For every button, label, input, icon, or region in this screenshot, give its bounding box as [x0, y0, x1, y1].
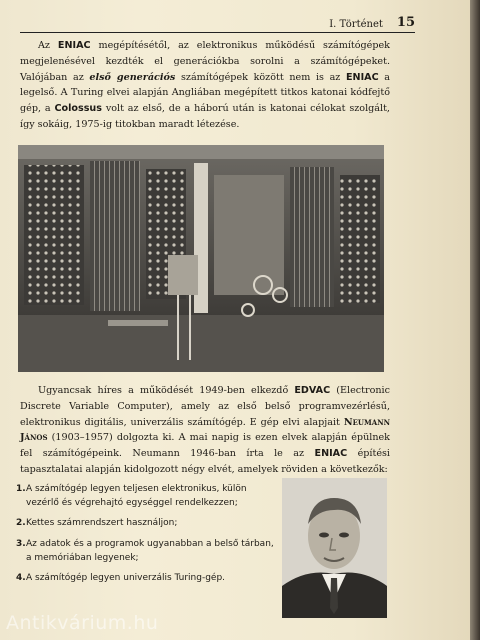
text-run: (1903–1957) dolgozta ki. A mai napig is ezen elvek alapján épülnek fel számítógépeink. Neumann 1946-ban írta le az — [20, 432, 390, 460]
page-number: 15 — [396, 15, 415, 30]
text-run: számítógépek között nem is az — [175, 71, 346, 83]
name-neumann: Neumann János — [20, 416, 390, 444]
list-number: 2. — [16, 518, 26, 529]
term-eniac: ENIAC — [346, 71, 379, 83]
paragraph-edvac — [20, 383, 390, 478]
term-eniac: ENIAC — [57, 40, 91, 51]
neumann-portrait — [282, 478, 387, 618]
section-title: I. Történet — [329, 19, 383, 30]
text-run: megépítésétől, az elektronikus működésű számítógépek megjelenésével kezdték el generációkba sorolni a számítógépeket. Valójában az — [20, 40, 390, 83]
text-run: a legelső. A Turing elvei alapján Angliában megépített titkos katonai kódfejtő gép, a — [20, 71, 390, 115]
text-run: Ugyancsak híres a működését 1949-ben elkezdő — [38, 385, 295, 396]
term-edvac: EDVAC — [294, 385, 331, 396]
eniac-machine-illustration — [18, 145, 384, 372]
list-text: A számítógép legyen teljesen elektronikus, külön vezérlő és végrehajtó egységgel rendelkezzen; — [26, 484, 247, 509]
list-number: 1. — [16, 484, 26, 494]
list-text: Kettes számrendszert használjon; — [26, 518, 178, 529]
list-text: Az adatok és a programok ugyanabban a belső tárban, a memóriában legyenek; — [26, 538, 274, 563]
term-eniac: ENIAC — [314, 448, 348, 460]
page-edge-shadow — [470, 0, 480, 640]
eniac-photo — [18, 145, 384, 372]
text-run: Az — [38, 40, 58, 51]
neumann-principles-list — [16, 482, 278, 591]
list-item — [16, 571, 278, 585]
list-text: A számítógép legyen univerzális Turing-gép. — [26, 573, 226, 584]
portrait-illustration — [282, 478, 387, 618]
term-colossus: Colossus — [54, 103, 102, 115]
list-item — [16, 537, 278, 565]
paragraph-eniac — [20, 38, 390, 133]
list-number: 4. — [16, 573, 26, 584]
list-item — [16, 516, 278, 530]
text-run: építési tapasztalatai alapján kidolgozott négy elvét, amelyek röviden a következők: — [20, 448, 390, 475]
text-run: volt az első, de a háború után is katonai célokat szolgált, így sokáig, 1975-ig titokban maradt létezése. — [20, 103, 390, 130]
running-header — [20, 6, 415, 33]
watermark: Antikvárium.hu — [6, 612, 159, 634]
term-first-generation: első generációs — [89, 71, 176, 83]
text-run: (Electronic Discrete Variable Computer), amely az első belső programvezérlésű, elektronikus digitális, univerzális számítógép. E gép elvi alapjait — [20, 385, 390, 428]
list-number: 3. — [16, 538, 26, 549]
list-item — [16, 482, 278, 510]
